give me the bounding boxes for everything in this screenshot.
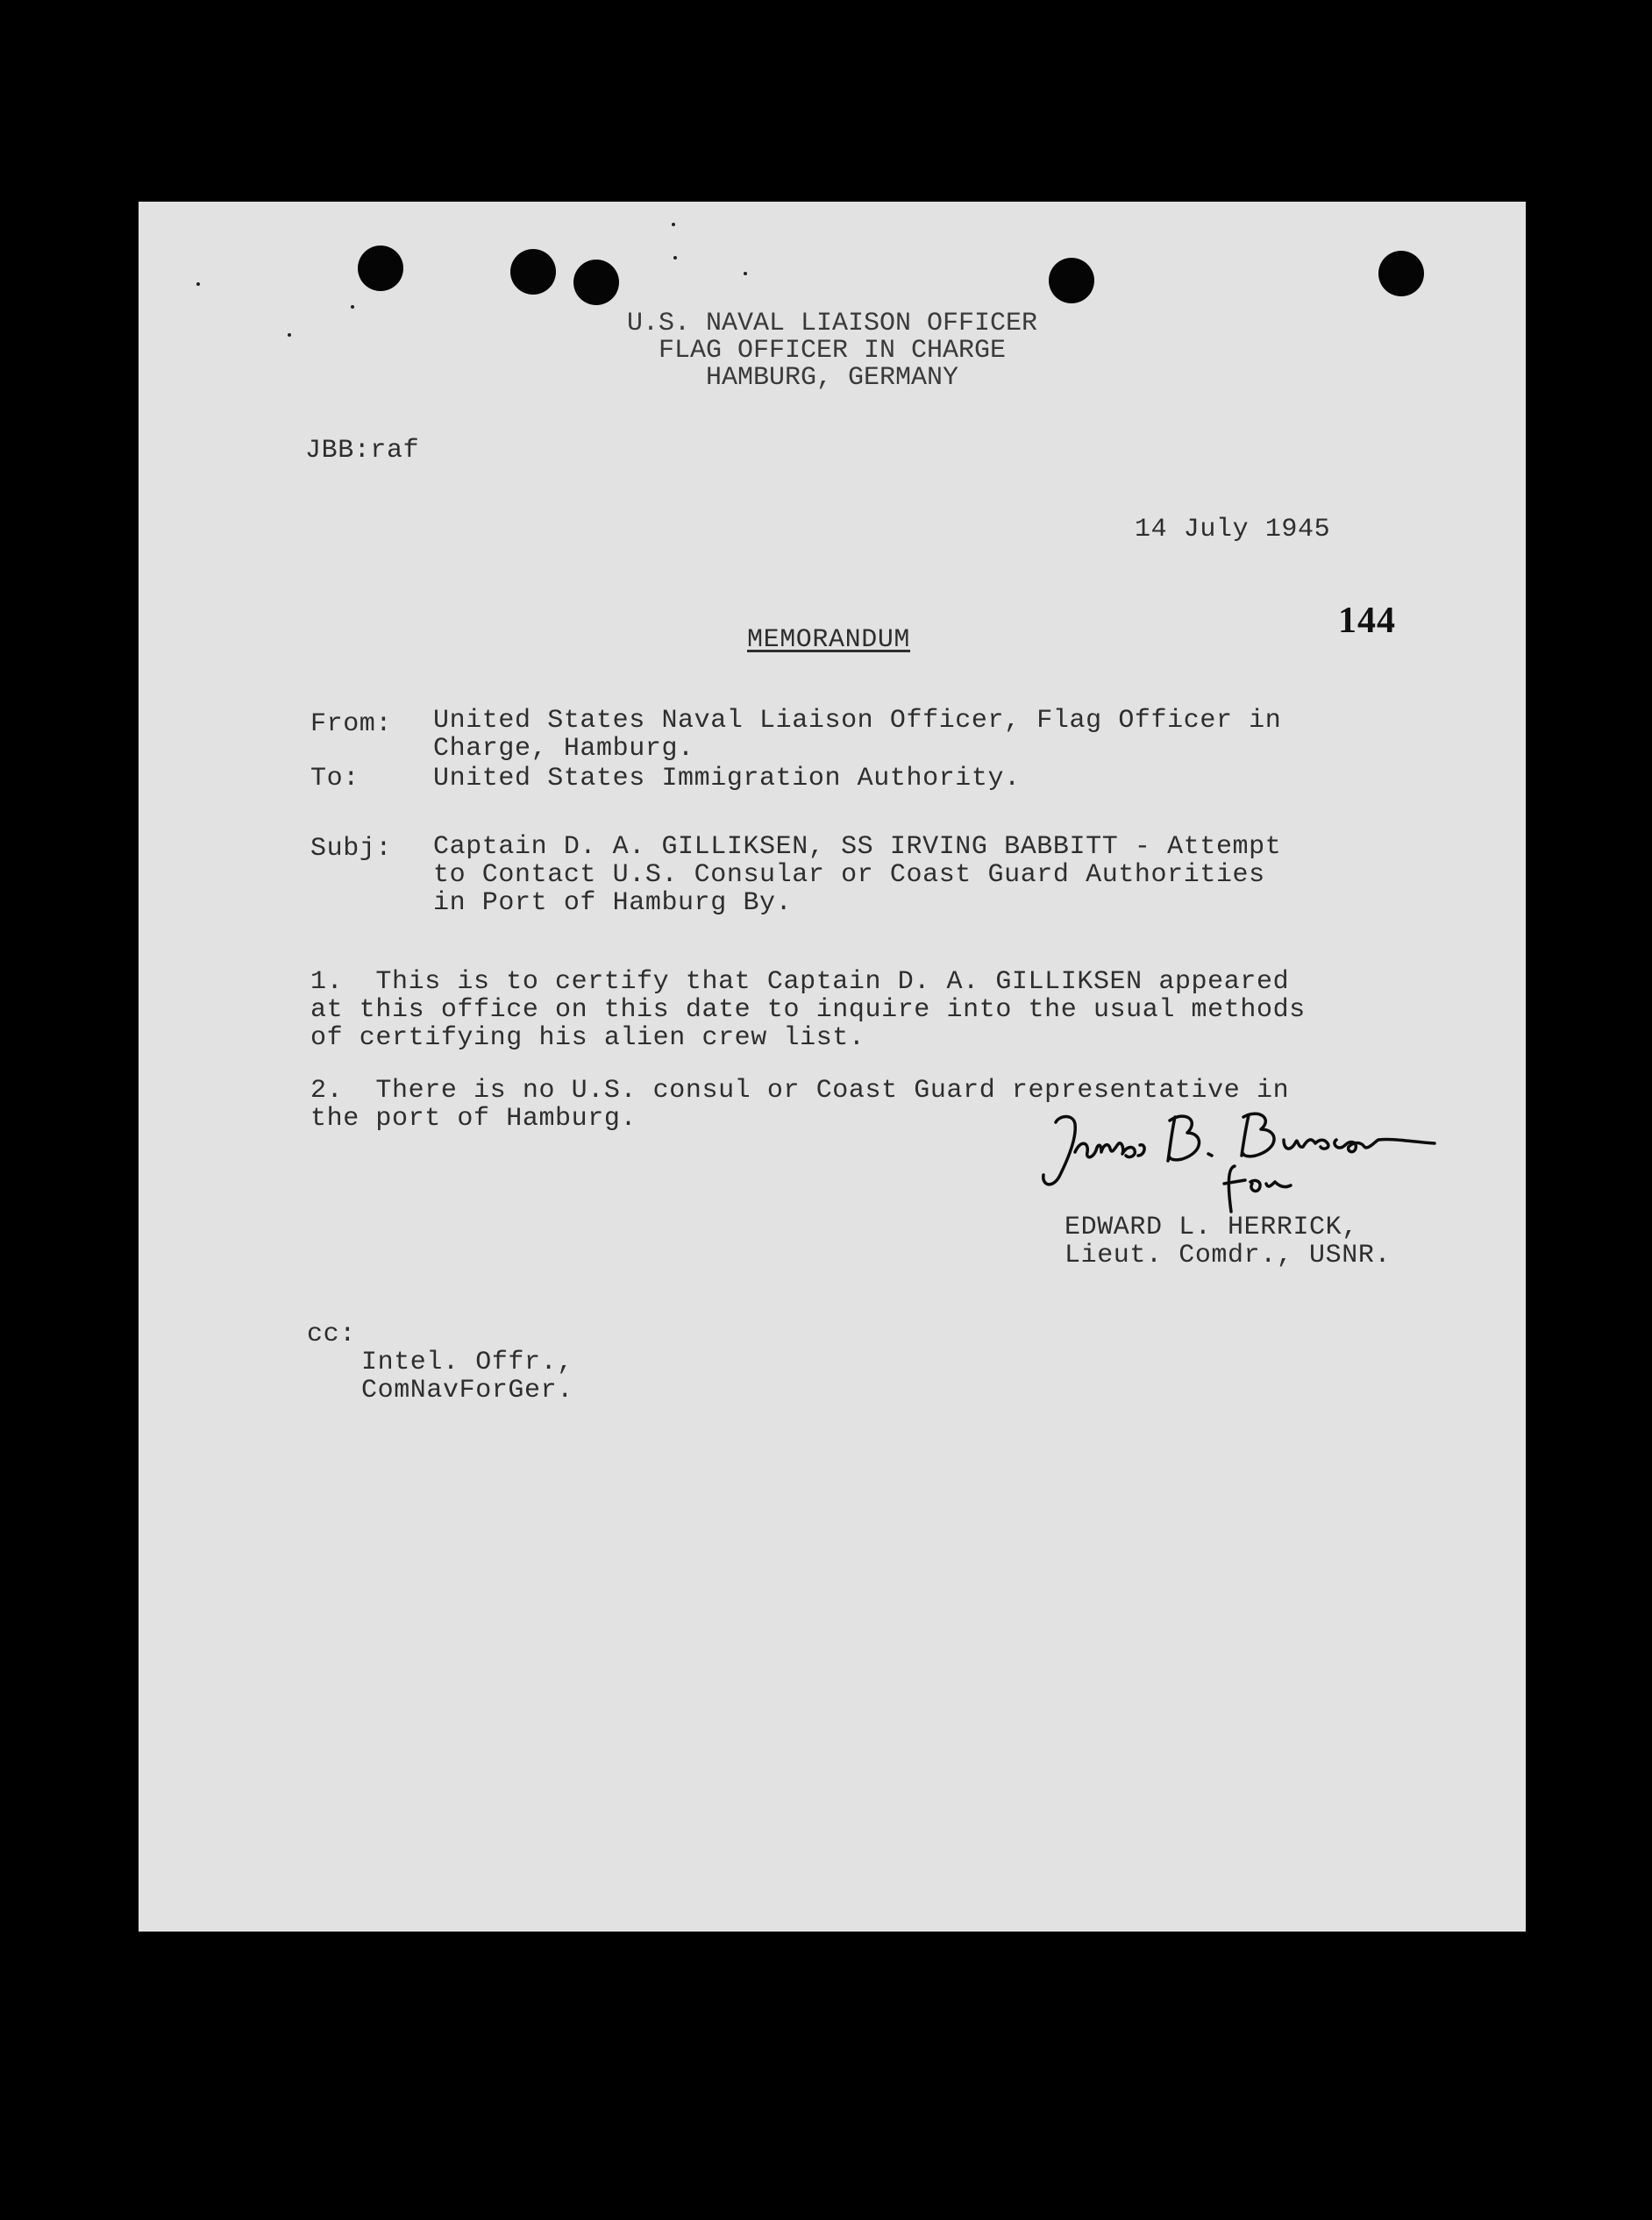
cc-label: cc: [307, 1320, 356, 1349]
subject-line-3: in Port of Hamburg By. [433, 888, 793, 918]
from-line-2: Charge, Hamburg. [433, 734, 694, 764]
to-label: To: [310, 764, 360, 793]
paragraph-1-line-1: 1. This is to certify that Captain D. A. GILLIKSEN appeared [310, 967, 1290, 997]
from-label: From: [310, 709, 393, 739]
punch-hole [1378, 251, 1424, 296]
speck [196, 282, 200, 286]
letterhead [139, 310, 1526, 392]
paragraph-1-line-2: at this office on this date to inquire into the usual methods [310, 995, 1306, 1025]
cc-line-2: ComNavForGer. [361, 1376, 573, 1405]
letterhead-line-3: HAMBURG, GERMANY [705, 363, 959, 393]
punch-hole [1049, 258, 1094, 303]
subject-label: Subj: [310, 834, 393, 864]
speck [744, 272, 747, 275]
memorandum-title: MEMORANDUM [747, 625, 911, 655]
subject-line-1: Captain D. A. GILLIKSEN, SS IRVING BABBITT - Attempt [433, 832, 1282, 862]
paragraph-2-line-2: the port of Hamburg. [310, 1104, 637, 1134]
signer-name: EDWARD L. HERRICK, [1065, 1213, 1358, 1242]
speck [351, 305, 354, 309]
speck [673, 256, 677, 260]
paragraph-2-line-1: 2. There is no U.S. consul or Coast Guard representative in [310, 1076, 1290, 1106]
document-date: 14 July 1945 [1135, 515, 1331, 544]
to-value: United States Immigration Authority. [433, 764, 1021, 793]
speck [672, 223, 675, 226]
punch-hole [573, 260, 619, 305]
punch-hole [358, 245, 403, 291]
page-number: 144 [1338, 601, 1396, 641]
reference-initials: JBB:raf [305, 436, 420, 466]
subject-line-2: to Contact U.S. Consular or Coast Guard Authorities [433, 860, 1265, 890]
letterhead-line-2: FLAG OFFICER IN CHARGE [658, 336, 1007, 366]
letterhead-line-1: U.S. NAVAL LIAISON OFFICER [626, 309, 1038, 338]
punch-hole [510, 249, 556, 295]
signer-title: Lieut. Comdr., USNR. [1065, 1241, 1392, 1270]
paragraph-1-line-3: of certifying his alien crew list. [310, 1023, 865, 1053]
from-line-1: United States Naval Liaison Officer, Flag Officer in [433, 706, 1282, 736]
document-page [139, 202, 1526, 1932]
cc-line-1: Intel. Offr., [361, 1348, 573, 1377]
